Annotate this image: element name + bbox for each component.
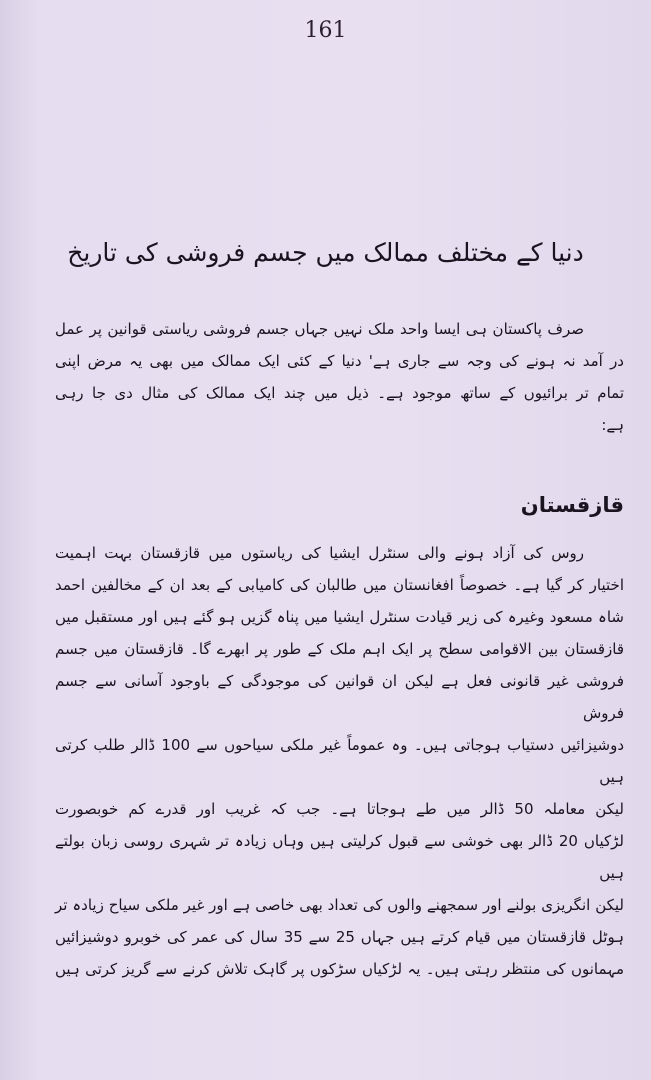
intro-paragraph [27, 313, 624, 441]
section-line: مہمانوں کی منتظر رہتی ہیں۔ یہ لڑکیاں سڑکوں پر گاہک تلاش کرنے سے گریز کرتی ہیں [55, 960, 624, 978]
section-line: شاہ مسعود وغیرہ کی زیر قیادت سنٹرل ایشیا میں پناہ گزیں ہو گئے ہیں اور مستقبل میں [55, 608, 624, 626]
section-line: فروشی غیر قانونی فعل ہے لیکن ان قوانین کی موجودگی کے باوجود آسانی سے جسم فروش [55, 672, 624, 722]
intro-line: ہے: [601, 416, 624, 434]
chapter-title: دنیا کے مختلف ممالک میں جسم فروشی کی تاریخ [67, 238, 584, 267]
section-line: لڑکیاں 20 ڈالر بھی خوشی سے قبول کرلیتی ہیں وہاں زیادہ تر شہری روسی زبان بولتے ہیں [55, 832, 624, 882]
intro-line: تمام تر برائیوں کے ساتھ موجود ہے۔ ذیل میں چند ایک ممالک کی مثال دی جا رہی [55, 384, 624, 402]
section-line: لیکن معاملہ 50 ڈالر میں طے ہوجاتا ہے۔ جب کہ غریب اور قدرے کم خوبصورت [55, 800, 624, 818]
intro-line: در آمد نہ ہونے کی وجہ سے جاری ہے' دنیا کے کئی ایک ممالک میں بھی یہ مرض اپنی [55, 352, 624, 370]
section-heading: قازقستان [520, 493, 624, 517]
section-line: اختیار کر گیا ہے۔ خصوصاً افغانستان میں طالبان کی کامیابی کے بعد ان کے مخالفین احمد [55, 576, 624, 594]
section-line: دوشیزائیں دستیاب ہوجاتی ہیں۔ وہ عموماً غیر ملکی سیاحوں سے 100 ڈالر طلب کرتی ہیں [55, 736, 625, 786]
intro-line: صرف پاکستان ہی ایسا واحد ملک نہیں جہاں جسم فروشی ریاستی قوانین پر عمل [55, 320, 584, 338]
section-line: ہوٹل قازقستان میں قیام کرتے ہیں جہاں 25 سے 35 سال کی عمر کی خوبرو دوشیزائیں [55, 928, 624, 946]
section-line: لیکن انگریزی بولنے اور سمجھنے والوں کی تعداد بھی خاصی ہے اور غیر ملکی سیاح زیادہ تر [55, 896, 624, 914]
section-line: روس کی آزاد ہونے والی سنٹرل ایشیا کی ریاستوں میں قازقستان بہت اہمیت [55, 544, 584, 562]
section-line: قازقستان بین الاقوامی سطح پر ایک اہم ملک کے طور پر ابھرے گا۔ قازقستان میں جسم [55, 640, 624, 658]
page-number: 161 [304, 18, 347, 43]
section-paragraph [27, 537, 624, 985]
